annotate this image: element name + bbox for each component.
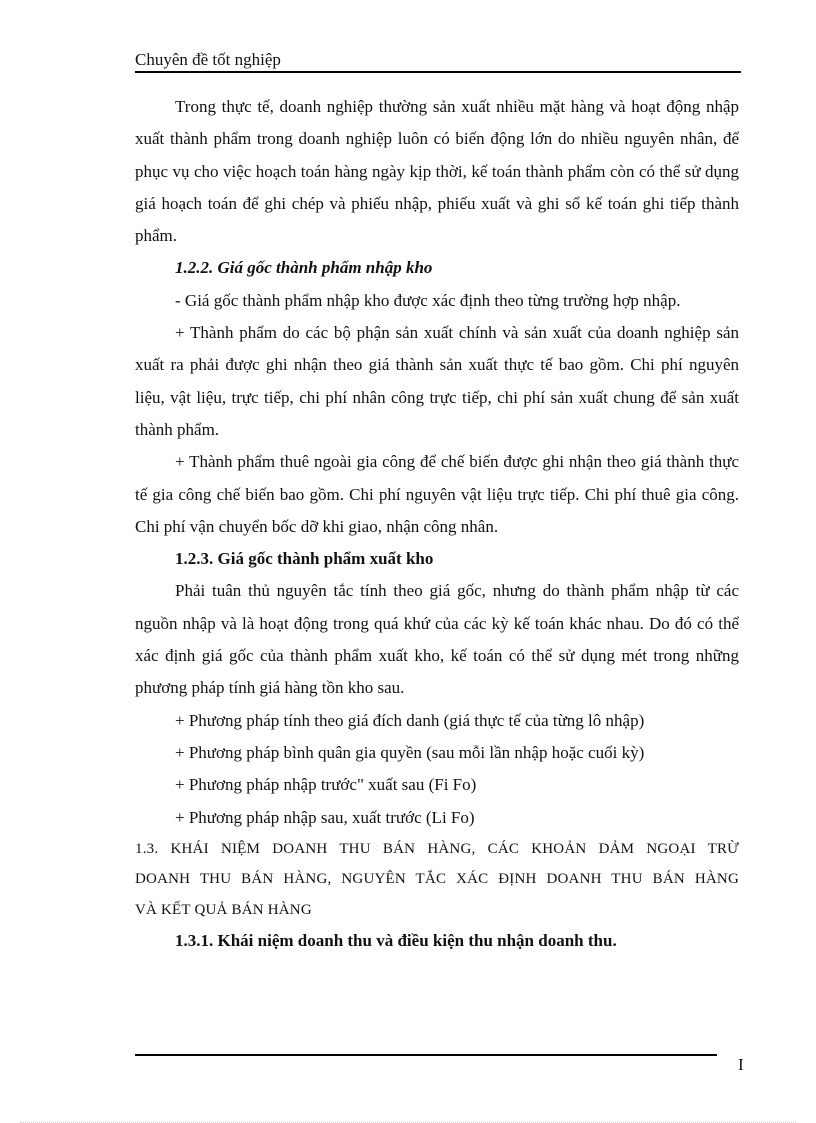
heading-1-2-2: 1.2.2. Giá gốc thành phẩm nhập kho (175, 258, 433, 278)
page-header-title: Chuyên đề tốt nghiệp (135, 50, 281, 69)
footer-divider (135, 1054, 717, 1056)
method-weighted-average: + Phương pháp bình quân gia quyền (sau mỗi lần nhập hoặc cuối kỳ) (175, 742, 645, 762)
paragraph-own-production: + Thành phẩm do các bộ phận sản xuất chính và sản xuất của doanh nghiệp sản xuất ra phải được ghi nhận theo giá thành sản xuất thực tế bao gồm. Chi phí nguyên liệu, vật liệu, trực tiếp, chi phí nhân công trực tiếp, chi phí sản xuất chung để sản xuất thành phẩm. (135, 323, 739, 439)
heading-1-3-line-2: DOANH THU BÁN HÀNG, NGUYÊN TẮC XÁC ĐỊNH DOANH THU BÁN HÀNG (135, 871, 739, 888)
method-lifo: + Phương pháp nhập sau, xuất trước (Li Fo) (175, 807, 475, 827)
heading-1-3-line-3: VÀ KẾT QUẢ BÁN HÀNG (135, 901, 312, 918)
heading-1-3-line-1: 1.3. KHÁI NIỆM DOANH THU BÁN HÀNG, CÁC KHOẢN DẢM NGOẠI TRỪ (135, 840, 739, 857)
heading-1-3-1: 1.3.1. Khái niệm doanh thu và điều kiện thu nhận doanh thu. (175, 931, 617, 951)
paragraph-outbound-cost: Phải tuân thủ nguyên tắc tính theo giá gốc, nhưng do thành phẩm nhập từ các nguồn nhập và là hoạt động trong quá khứ của các kỳ kế toán khác nhau. Do đó có thể xác định giá gốc của thành phẩm xuất kho, kế toán có thể sử dụng mét trong những phương pháp tính giá hàng tồn kho sau. (135, 581, 739, 698)
header-divider (135, 71, 741, 73)
method-specific-id: + Phương pháp tính theo giá đích danh (giá thực tế của từng lô nhập) (175, 710, 645, 730)
page-number: I (738, 1055, 744, 1074)
paragraph-outsourced: + Thành phẩm thuê ngoài gia công để chế biến được ghi nhận theo giá thành thực tế gia công chế biến bao gồm. Chi phí nguyên vật liệu trực tiếp. Chi phí thuê gia công. Chi phí vận chuyển bốc dỡ khi giao, nhận công nhân. (135, 452, 739, 536)
heading-1-2-3: 1.2.3. Giá gốc thành phẩm xuất kho (175, 549, 434, 569)
paragraph-inbound-cost: - Giá gốc thành phẩm nhập kho được xác định theo từng trường hợp nhập. (175, 290, 681, 310)
paragraph-intro: Trong thực tế, doanh nghiệp thường sản xuất nhiều mặt hàng và hoạt động nhập xuất thành phẩm trong doanh nghiệp luôn có biến động lớn do nhiều nguyên nhân, để phục vụ cho việc hoạch toán hàng ngày kịp thời, kế toán thành phẩm còn có thể sử dụng giá hoạch toán để ghi chép và phiếu nhập, phiếu xuất và ghi sổ kế toán ghi tiếp thành phẩm. (135, 97, 739, 246)
heading-1-3 (135, 834, 739, 926)
document-body (135, 91, 739, 958)
method-fifo: + Phương pháp nhập trước" xuất sau (Fi Fo) (175, 775, 477, 795)
